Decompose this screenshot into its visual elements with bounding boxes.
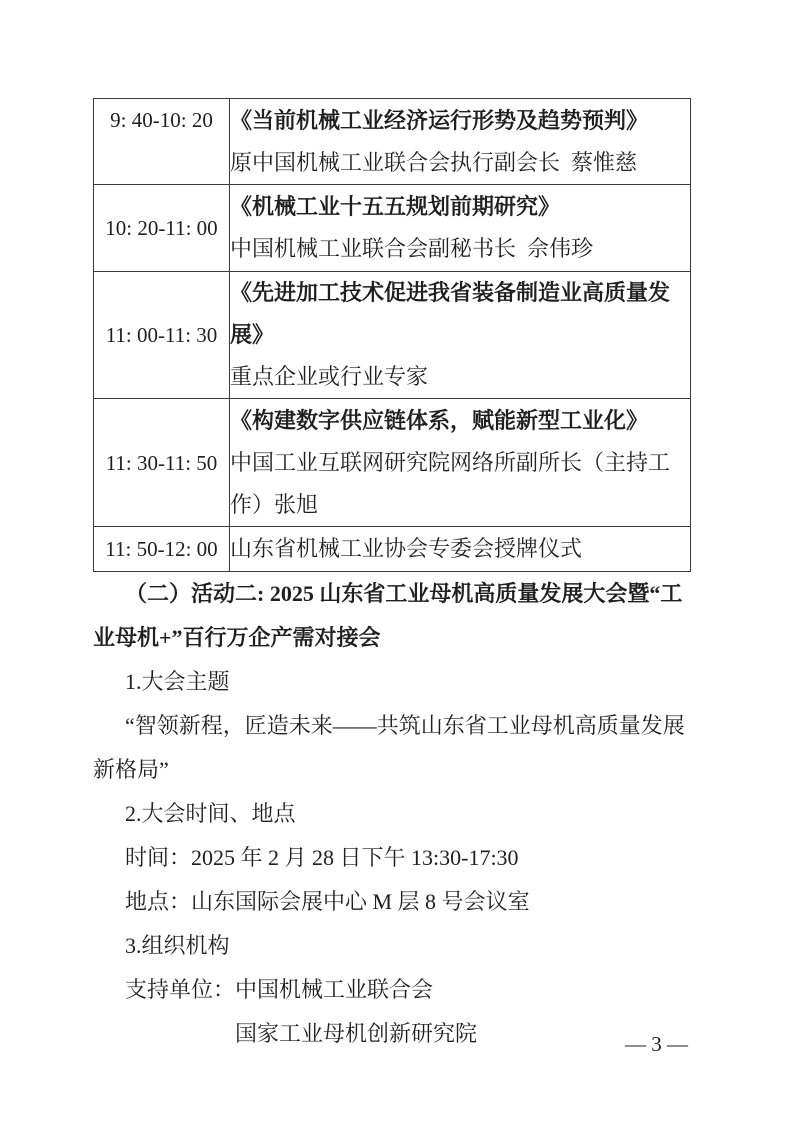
session-cell xyxy=(230,185,691,272)
time-cell: 9: 40-10: 20 xyxy=(94,99,230,185)
section-heading-line: 业母机+”百行万企产需对接会 xyxy=(93,625,381,650)
body-text xyxy=(93,572,753,1056)
paragraph-line: 1.大会主题 xyxy=(125,669,230,694)
session-title-line: 《先进加工技术促进我省装备制造业高质量发 xyxy=(230,280,671,305)
paragraph-line: 3.组织机构 xyxy=(125,933,230,958)
schedule-row xyxy=(94,99,691,185)
paragraph-line: 地点：山东国际会展中心 M 层 8 号会议室 xyxy=(125,889,530,914)
schedule-table-body xyxy=(94,99,691,572)
schedule-table xyxy=(93,98,691,572)
schedule-row xyxy=(94,272,691,399)
session-cell xyxy=(230,99,691,185)
schedule-row xyxy=(94,527,691,572)
time-cell: 11: 00-11: 30 xyxy=(94,272,230,399)
time-cell: 11: 30-11: 50 xyxy=(94,399,230,527)
schedule-row xyxy=(94,185,691,272)
session-detail-line: 中国工业互联网研究院网络所副所长（主持工 xyxy=(230,449,671,475)
page-number: — 3 — xyxy=(625,1032,688,1056)
session-title-line: 《构建数字供应链体系，赋能新型工业化》 xyxy=(230,407,649,433)
paragraph-line: 支持单位：中国机械工业联合会 xyxy=(125,977,434,1002)
section-heading-line: （二）活动二: 2025 山东省工业母机高质量发展大会暨“工 xyxy=(125,581,683,606)
session-detail-line: 原中国机械工业联合会执行副会长 蔡惟慈 xyxy=(230,149,638,175)
paragraph-line: 时间：2025 年 2 月 28 日下午 13:30-17:30 xyxy=(125,845,519,870)
session-cell xyxy=(230,399,691,527)
paragraph-line: 国家工业母机创新研究院 xyxy=(235,1021,478,1046)
session-detail-line: 作）张旭 xyxy=(230,491,319,517)
session-title-line: 《当前机械工业经济运行形势及趋势预判》 xyxy=(230,107,649,133)
session-title-line: 《机械工业十五五规划前期研究》 xyxy=(230,194,561,219)
session-cell xyxy=(230,527,691,572)
session-detail-line: 中国机械工业联合会副秘书长 佘伟珍 xyxy=(230,236,594,261)
schedule-row xyxy=(94,399,691,527)
session-detail-line: 重点企业或行业专家 xyxy=(230,364,429,389)
session-cell xyxy=(230,272,691,399)
paragraph-line: “智领新程，匠造未来——共筑山东省工业母机高质量发展 xyxy=(125,713,685,738)
session-title-line: 展》 xyxy=(230,322,275,347)
paragraph-line: 2.大会时间、地点 xyxy=(125,801,296,826)
time-cell: 11: 50-12: 00 xyxy=(94,527,230,572)
time-cell: 10: 20-11: 00 xyxy=(94,185,230,272)
paragraph-line: 新格局” xyxy=(93,757,169,782)
session-detail-line: 山东省机械工业协会专委会授牌仪式 xyxy=(230,536,583,561)
